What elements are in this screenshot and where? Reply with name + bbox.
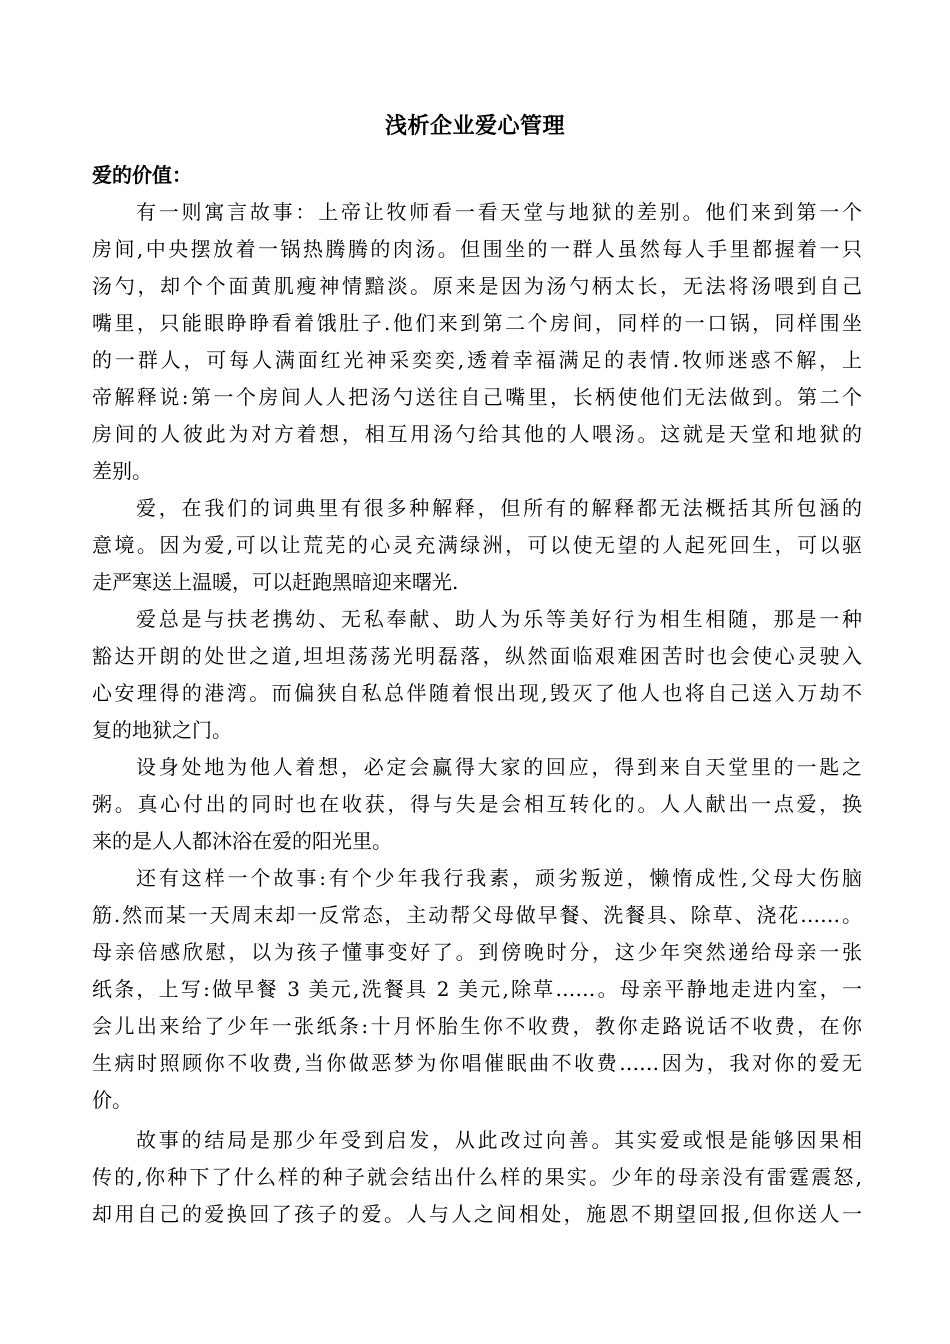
paragraph-line: 嘴里，只能眼睁睁看着饿肚子.他们来到第二个房间，同样的一口锅，同样围坐 [92, 311, 862, 335]
paragraph-line: 生病时照顾你不收费,当你做恶梦为你唱催眠曲不收费……因为，我对你的爱无 [92, 1051, 862, 1075]
paragraph-line: 纸条，上写:做早餐 3 美元,洗餐具 2 美元,除草……。母亲平静地走进内室，一 [92, 977, 862, 1001]
paragraph-line: 房间的人彼此为对方着想，相互用汤勺给其他的人喂汤。这就是天堂和地狱的 [92, 422, 862, 446]
paragraph-line: 走严寒送上温暖，可以赶跑黑暗迎来曙光. [92, 570, 459, 594]
paragraph-line: 意境。因为爱,可以让荒芜的心灵充满绿洲，可以使无望的人起死回生，可以驱 [92, 533, 862, 557]
paragraph-line: 爱，在我们的词典里有很多种解释，但所有的解释都无法概括其所包涵的 [136, 496, 862, 520]
paragraph-line: 差别。 [92, 459, 152, 483]
document-title: 浅析企业爱心管理 [384, 113, 565, 139]
paragraph-line: 筋.然而某一天周末却一反常态，主动帮父母做早餐、洗餐具、除草、浇花……。 [92, 903, 862, 927]
paragraph-line: 会儿出来给了少年一张纸条:十月怀胎生你不收费，教你走路说话不收费，在你 [92, 1014, 862, 1038]
paragraph-line: 心安理得的港湾。而偏狭自私总伴随着恨出现,毁灭了他人也将自己送入万劫不 [92, 681, 862, 705]
paragraph-line: 却用自己的爱换回了孩子的爱。人与人之间相处，施恩不期望回报,但你送人一 [92, 1202, 862, 1226]
paragraph-line: 帝解释说:第一个房间人人把汤勺送往自己嘴里，长柄使他们无法做到。第二个 [92, 385, 862, 409]
section-heading: 爱的价值： [92, 163, 192, 187]
paragraph-line: 传的,你种下了什么样的种子就会结出什么样的果实。少年的母亲没有雷霆震怒, [92, 1165, 862, 1189]
paragraph-line: 来的是人人都沐浴在爱的阳光里。 [92, 829, 392, 853]
paragraph-line: 粥。真心付出的同时也在收获，得与失是会相互转化的。人人献出一点爱，换 [92, 792, 862, 816]
paragraph-line: 有一则寓言故事：上帝让牧师看一看天堂与地狱的差别。他们来到第一个 [136, 200, 862, 224]
paragraph-line: 房间,中央摆放着一锅热腾腾的肉汤。但围坐的一群人虽然每人手里都握着一只 [92, 237, 862, 261]
paragraph-line: 复的地狱之门。 [92, 718, 232, 742]
paragraph-line: 还有这样一个故事:有个少年我行我素，顽劣叛逆，懒惰成性,父母大伤脑 [136, 866, 862, 890]
paragraph-line: 故事的结局是那少年受到启发，从此改过向善。其实爱或恨是能够因果相 [136, 1128, 862, 1152]
paragraph-line: 母亲倍感欣慰，以为孩子懂事变好了。到傍晚时分，这少年突然递给母亲一张 [92, 940, 862, 964]
paragraph-line: 汤勺，却个个面黄肌瘦神情黯淡。原来是因为汤勺柄太长，无法将汤喂到自己 [92, 274, 862, 298]
paragraph-line: 价。 [92, 1088, 132, 1112]
paragraph-line: 豁达开朗的处世之道,坦坦荡荡光明磊落，纵然面临艰难困苦时也会使心灵驶入 [92, 644, 862, 668]
paragraph-line: 的一群人，可每人满面红光神采奕奕,透着幸福满足的表情.牧师迷惑不解，上 [92, 348, 862, 372]
paragraph-line: 设身处地为他人着想，必定会赢得大家的回应，得到来自天堂里的一匙之 [136, 755, 862, 779]
paragraph-line: 爱总是与扶老携幼、无私奉献、助人为乐等美好行为相生相随，那是一种 [136, 607, 862, 631]
